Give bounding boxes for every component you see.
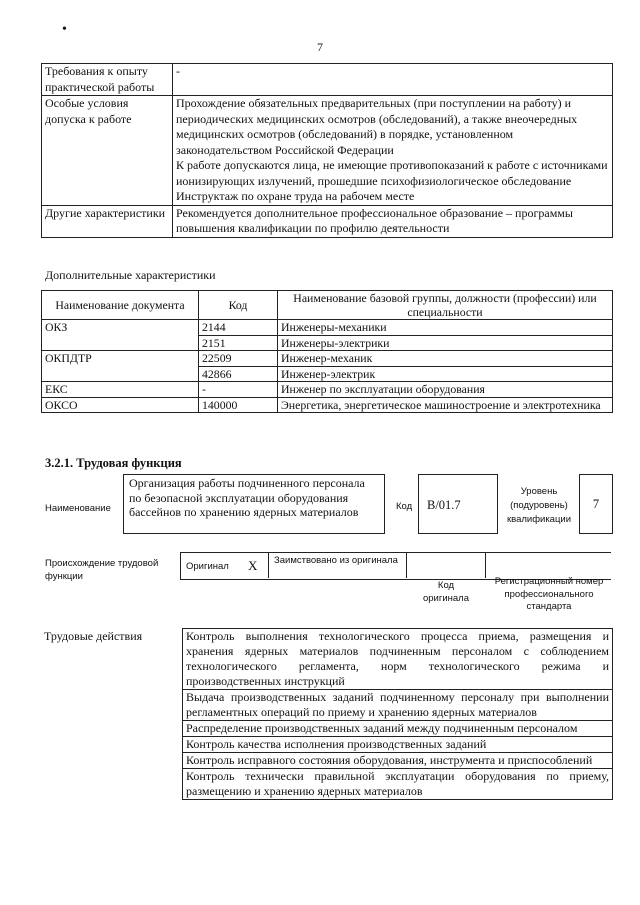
action-item: Контроль исправного состояния оборудования, инструмента и приспособлений [183, 753, 613, 769]
function-name: Организация работы подчиненного персонала по безопасной эксплуатации оборудования бассейнов по хранению ядерных материалов [129, 476, 365, 519]
conditions-row-admission [42, 96, 613, 206]
cell-name: Инженеры-электрики [278, 335, 613, 351]
cell-code: 2144 [199, 320, 278, 336]
condition-label: Требования к опыту практической работы [42, 64, 173, 96]
level-label: Уровень (подуровень) квалификации [506, 486, 572, 525]
cell-doc: ОКПДТР [42, 351, 199, 367]
cell-code: 42866 [199, 366, 278, 382]
header-name: Наименование базовой группы, должности (профессии) или специальности [278, 291, 613, 320]
cell-doc [42, 335, 199, 351]
code-box [418, 474, 498, 534]
cell-name: Инженер по эксплуатации оборудования [278, 382, 613, 398]
header-document: Наименование документа [42, 291, 199, 320]
code-original-label: Код оригинала [422, 580, 469, 604]
condition-value [173, 96, 613, 206]
table-row [42, 351, 613, 367]
condition-label: Другие характеристики [42, 205, 173, 237]
cell-code: 2151 [199, 335, 278, 351]
cell-name: Энергетика, энергетическое машиностроение и электротехника [278, 397, 613, 413]
function-code: B/01.7 [427, 498, 461, 512]
cell-name: Инженеры-механики [278, 320, 613, 336]
actions-table [41, 628, 613, 800]
table-row [42, 335, 613, 351]
table-row [42, 366, 613, 382]
table-row [42, 397, 613, 413]
borrowed-label: Заимствовано из оригинала [274, 555, 398, 566]
original-mark: X [248, 558, 258, 573]
reg-number-label: Регистрационный номер профессионального стандарта [494, 576, 604, 612]
origin-label: Происхождение трудовой функции [45, 558, 159, 582]
cell-doc: ОКСО [42, 397, 199, 413]
level-value: 7 [592, 497, 600, 511]
action-item: Контроль качества исполнения производственных заданий [183, 737, 613, 753]
cell-doc: ОКЗ [42, 320, 199, 336]
page-marker: • [62, 22, 67, 37]
additional-header-row [42, 291, 613, 320]
condition-label: Особые условия допуска к работе [42, 96, 173, 206]
function-heading: 3.2.1. Трудовая функция [45, 456, 182, 470]
cell-code: - [199, 382, 278, 398]
actions-label: Трудовые действия [41, 629, 183, 800]
action-item: Контроль выполнения технологического процесса приема, размещения и хранения ядерных материалов подчиненным персоналом с соблюдением технологического регламента, норм технологического режима и производственных инструкций [183, 629, 613, 690]
cell-doc [42, 366, 199, 382]
function-name-box [123, 474, 385, 534]
condition-value: Рекомендуется дополнительное профессиональное образование – программы повышения квалификации по профилю деятельности [173, 205, 613, 237]
table-row [42, 320, 613, 336]
cell-doc: ЕКС [42, 382, 199, 398]
header-code: Код [199, 291, 278, 320]
condition-line: Инструктаж по охране труда на рабочем месте [176, 189, 415, 203]
condition-value: - [173, 64, 613, 96]
page-number: 7 [317, 40, 323, 54]
table-row [41, 629, 613, 690]
origin-divider [406, 552, 407, 578]
level-box [579, 474, 613, 534]
code-label: Код [396, 501, 413, 512]
additional-table [41, 290, 613, 413]
conditions-row-experience [42, 64, 613, 96]
action-item: Выдача производственных заданий подчиненному персоналу при выполнении регламентных операций по приему и хранению ядерных материалов [183, 690, 613, 721]
additional-title: Дополнительные характеристики [45, 268, 216, 282]
action-item: Распределение производственных заданий между подчиненным персоналом [183, 721, 613, 737]
cell-code: 140000 [199, 397, 278, 413]
table-row [42, 382, 613, 398]
cell-name: Инженер-электрик [278, 366, 613, 382]
conditions-table [41, 63, 613, 238]
condition-line: Прохождение обязательных предварительных (при поступлении на работу) и периодических медицинских осмотров (обследований), а также внеочередных медицинских осмотров (обследований) в порядке, установленном законодательством Российской Федерации [176, 96, 578, 157]
condition-line: К работе допускаются лица, не имеющие противопоказаний к работе с источниками ионизирующих излучений, прошедшие психофизиологическое обследование [176, 158, 608, 188]
original-label: Оригинал [186, 561, 229, 572]
conditions-row-other [42, 205, 613, 237]
cell-name: Инженер-механик [278, 351, 613, 367]
action-item: Контроль технически правильной эксплуатации оборудования по приему, размещению и хранению ядерных материалов [183, 769, 613, 800]
name-label: Наименование [45, 503, 111, 514]
origin-divider [268, 552, 269, 578]
origin-divider [485, 552, 486, 578]
cell-code: 22509 [199, 351, 278, 367]
